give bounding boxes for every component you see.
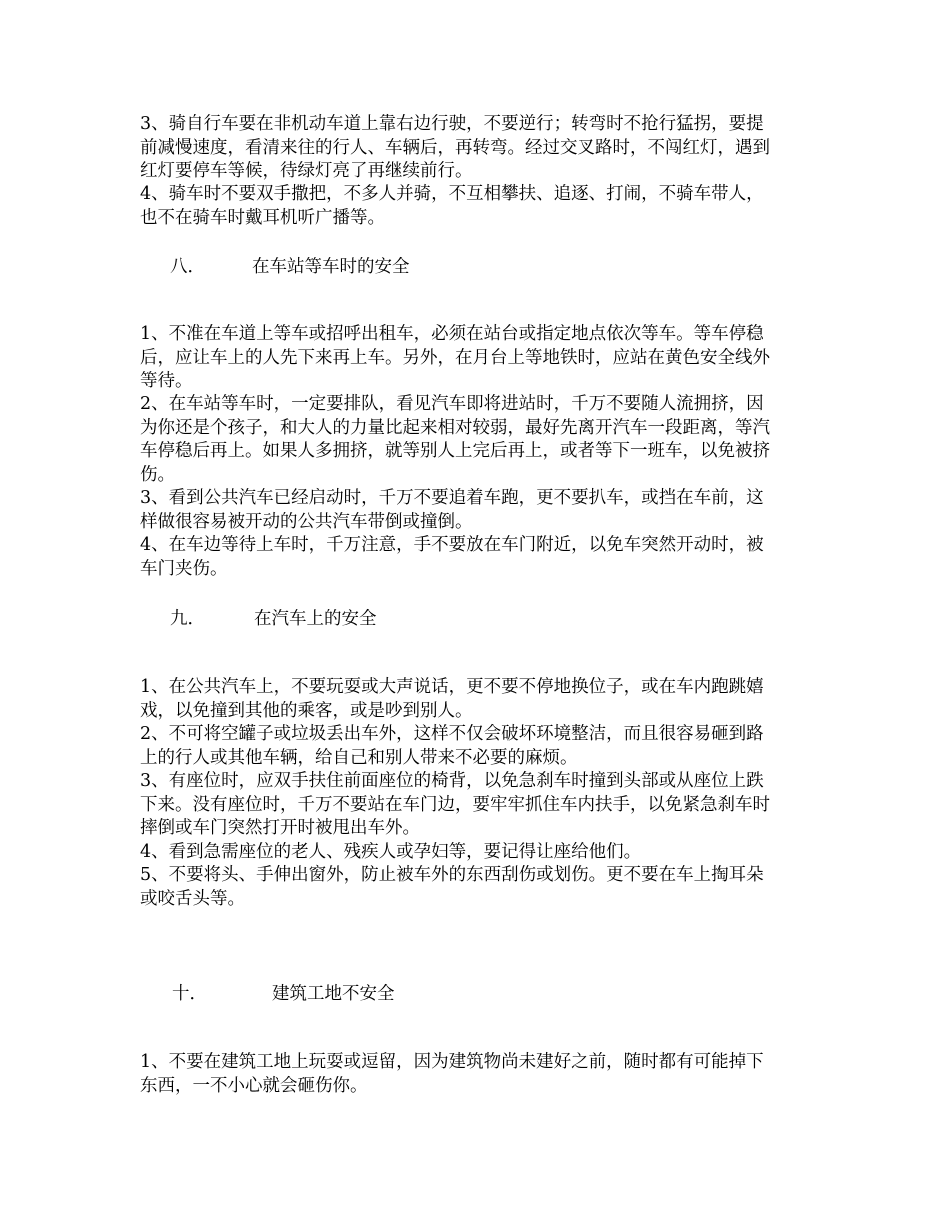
- paragraph-item: 1、不准在车道上等车或招呼出租车，必须在站台或指定地点依次等车。等车停稳 后，应让车上的人先下来再上车。另外，在月台上等地铁时，应站在黄色安全线外 等待。: [140, 324, 770, 391]
- paragraph-item: 2、在车站等车时，一定要排队，看见汽车即将进站时，千万不要随人流拥挤，因 为你还是个孩子，和大人的力量比起来相对较弱，最好先离开汽车一段距离，等汽 车停稳后再上。如果人多拥挤，就等别人上完后再上，或者等下一班车，以免被挤 伤。: [140, 394, 770, 485]
- paragraph-item: 3、骑自行车要在非机动车道上靠右边行驶，不要逆行；转弯时不抢行猛拐，要提 前减慢速度，看清来往的行人、车辆后，再转弯。经过交叉路时，不闯红灯，遇到 红灯要停车等候，待绿灯亮了再继续前行。: [140, 114, 770, 181]
- paragraph-item: 2、不可将空罐子或垃圾丢出车外，这样不仅会破坏环境整洁，而且很容易砸到路 上的行人或其他车辆，给自己和别人带来不必要的麻烦。: [140, 724, 764, 768]
- section-title: 在车站等车时的安全: [252, 257, 410, 277]
- section-title: 建筑工地不安全: [272, 984, 395, 1004]
- paragraph-item: 1、在公共汽车上，不要玩耍或大声说话，更不要不停地换位子，或在车内跑跳嬉 戏，以免撞到其他的乘客，或是吵到别人。: [140, 677, 764, 721]
- section-heading: [172, 983, 395, 1007]
- section-title: 在汽车上的安全: [254, 609, 377, 629]
- section-heading: [170, 256, 410, 280]
- section-number: 八．: [170, 257, 205, 277]
- paragraph-item: 5、不要将头、手伸出窗外，防止被车外的东西刮伤或划伤。更不要在车上掏耳朵 或咬舌头等。: [140, 865, 764, 909]
- paragraph-item: 4、在车边等待上车时，千万注意，手不要放在车门附近，以免车突然开动时，被 车门夹伤。: [140, 535, 764, 579]
- paragraph-item: 4、看到急需座位的老人、残疾人或孕妇等，要记得让座给他们。: [140, 842, 642, 862]
- paragraph-item: 3、有座位时，应双手扶住前面座位的椅背，以免急刹车时撞到头部或从座位上跌 下来。没有座位时，千万不要站在车门边，要牢牢抓住车内扶手，以免紧急刹车时 摔倒或车门突然打开时被甩出车外。: [140, 771, 770, 838]
- section-heading: [170, 608, 377, 632]
- paragraph-item: 3、看到公共汽车已经启动时，千万不要追着车跑，更不要扒车，或挡在车前，这 样做很容易被开动的公共汽车带倒或撞倒。: [140, 488, 764, 532]
- paragraph-item: 4、骑车时不要双手撒把，不多人并骑，不互相攀扶、追逐、打闹，不骑车带人， 也不在骑车时戴耳机听广播等。: [140, 184, 764, 228]
- paragraph-item: 1、不要在建筑工地上玩耍或逗留，因为建筑物尚未建好之前，随时都有可能掉下 东西，一不小心就会砸伤你。: [140, 1052, 764, 1096]
- section-number: 十．: [172, 984, 207, 1004]
- section-number: 九．: [170, 609, 205, 629]
